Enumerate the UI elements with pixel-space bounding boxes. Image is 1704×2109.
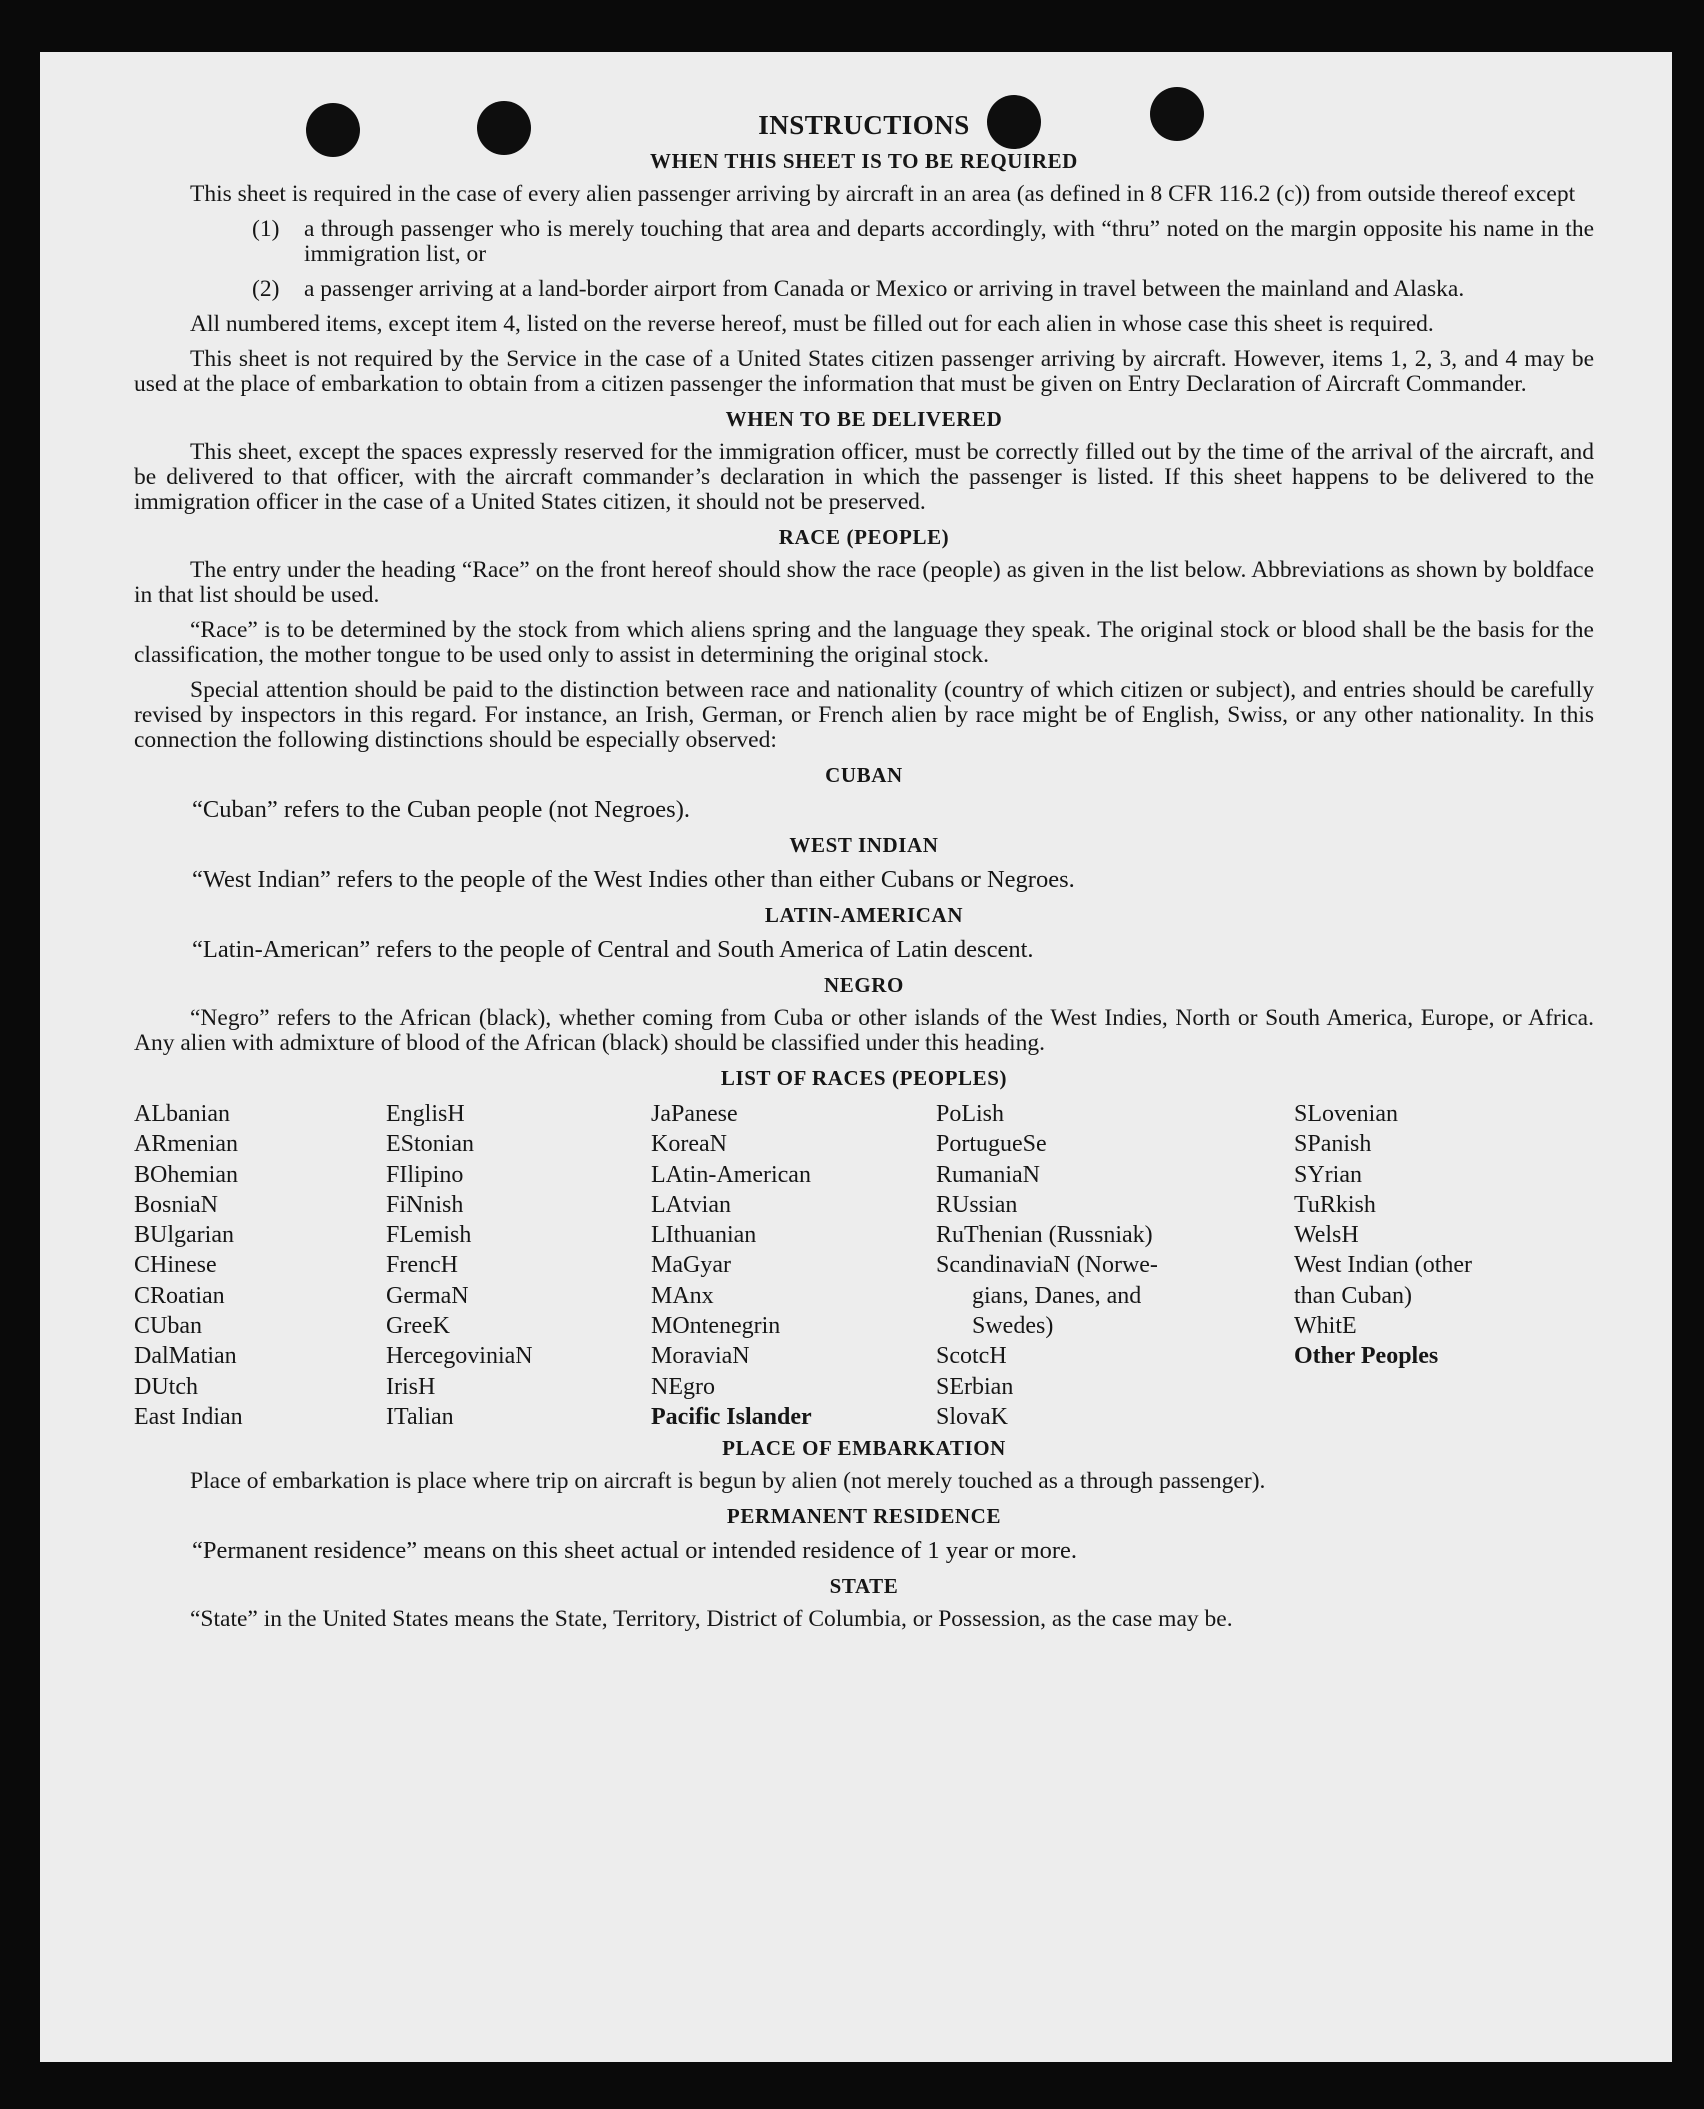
race-item: JaPanese	[651, 1101, 738, 1127]
race-item: FrencH	[386, 1252, 458, 1279]
section-heading: WHEN THIS SHEET IS TO BE REQUIRED	[650, 149, 1078, 173]
race-item: PortugueSe	[936, 1131, 1047, 1158]
document-title: INSTRUCTIONS	[758, 110, 970, 140]
race-item: LAtvian	[651, 1191, 731, 1218]
section-heading: NEGRO	[823, 973, 904, 997]
race-item: EStonian	[386, 1131, 474, 1158]
section-heading: STATE	[829, 1574, 899, 1599]
document-page	[40, 52, 1672, 2062]
race-item: gians, Danes, and	[972, 1282, 1142, 1309]
race-item: ScandinaviaN (Norwe-	[936, 1252, 1158, 1279]
race-item: SLovenian	[1294, 1101, 1398, 1127]
race-item: BUlgarian	[134, 1222, 234, 1249]
race-item: ScotcH	[936, 1343, 1007, 1370]
race-item: CHinese	[134, 1252, 217, 1279]
race-item: RuThenian (Russniak)	[936, 1222, 1153, 1249]
race-item: Pacific Islander	[651, 1403, 812, 1430]
race-item: NEgro	[651, 1373, 715, 1400]
race-item: FIlipino	[386, 1161, 464, 1188]
race-item: RumaniaN	[936, 1161, 1040, 1188]
paragraph: Special attention should be paid to the distinction between race and nationality (country of which citizen or subject), and entries should be carefully revised by inspectors in this regard. For instance, an Irish, German, or French alien by race might be of English, Swiss, or any other nationality. In this connection the following distinctions should be especially observed:	[134, 677, 1594, 753]
paragraph: “State” in the United States means the State, Territory, District of Columbia, or Possession, as the case may be.	[190, 1606, 1233, 1633]
paragraph: This sheet is not required by the Service in the case of a United States citizen passenger arriving by aircraft. However, items 1, 2, 3, and 4 may be used at the place of embarkation to obtain from a citizen passenger the information that must be given on Entry Declaration of Aircraft Commander.	[134, 346, 1594, 397]
race-item: MOntenegrin	[651, 1313, 781, 1340]
race-item: SPanish	[1294, 1131, 1372, 1158]
race-item: West Indian (other	[1294, 1252, 1473, 1279]
race-item: EnglisH	[386, 1101, 465, 1127]
definition: “Cuban” refers to the Cuban people (not Negroes).	[192, 796, 690, 823]
definition: “West Indian” refers to the people of the West Indies other than either Cubans or Negroes.	[192, 866, 1075, 893]
paragraph: This sheet is required in the case of every alien passenger arriving by aircraft in an area (as defined in 8 CFR 116.2 (c)) from outside thereof except	[190, 181, 1576, 207]
race-item: Other Peoples	[1294, 1343, 1439, 1370]
section-heading: WEST INDIAN	[789, 833, 939, 857]
race-item: IrisH	[386, 1373, 436, 1400]
paragraph: All numbered items, except item 4, listed on the reverse hereof, must be filled out for each alien in whose case this sheet is required.	[190, 311, 1434, 337]
races-column	[1294, 1099, 1594, 1432]
race-item: SlovaK	[936, 1403, 1008, 1430]
item-number: (2)	[252, 276, 280, 302]
section-heading: RACE (PEOPLE)	[778, 525, 950, 549]
section-heading: PERMANENT RESIDENCE	[726, 1504, 1002, 1529]
race-item: LIthuanian	[651, 1222, 757, 1249]
race-item: East Indian	[134, 1403, 243, 1430]
definition: “Permanent residence” means on this sheet actual or intended residence of 1 year or more.	[192, 1537, 1078, 1565]
race-item: DalMatian	[134, 1343, 237, 1370]
paragraph: The entry under the heading “Race” on the front hereof should show the race (people) as given in the list below. Abbreviations as shown by boldface in that list should be used.	[134, 557, 1594, 608]
item-text: a through passenger who is merely touching that area and departs accordingly, with “thru” noted on the margin opposite his name in the immigration list, or	[304, 216, 1594, 267]
race-item: SErbian	[936, 1373, 1014, 1400]
race-item: DUtch	[134, 1373, 198, 1400]
race-item: MoraviaN	[651, 1343, 750, 1370]
paragraph: This sheet, except the spaces expressly reserved for the immigration officer, must be correctly filled out by the time of the arrival of the aircraft, and be delivered to that officer, with the aircraft commander’s declaration in which the passenger is listed. If this sheet happens to be delivered to the immigration officer in the case of a United States citizen, it should not be preserved.	[134, 439, 1594, 515]
races-list	[134, 1099, 1594, 1432]
race-item: ITalian	[386, 1403, 454, 1430]
section-heading: LATIN-AMERICAN	[764, 903, 964, 927]
section-heading: WHEN TO BE DELIVERED	[725, 407, 1003, 431]
race-item: SYrian	[1294, 1161, 1362, 1188]
section-heading: CUBAN	[825, 763, 903, 787]
race-item: WhitE	[1294, 1313, 1357, 1340]
race-item: MaGyar	[651, 1252, 731, 1279]
race-item: LAtin-American	[651, 1161, 811, 1188]
races-column	[386, 1099, 651, 1432]
race-item: CRoatian	[134, 1282, 225, 1309]
race-item: BosniaN	[134, 1191, 218, 1218]
item-text: a passenger arriving at a land-border airport from Canada or Mexico or arriving in travel between the mainland and Alaska.	[304, 276, 1465, 302]
races-column	[651, 1099, 936, 1432]
race-item: FiNnish	[386, 1191, 464, 1218]
race-item: than Cuban)	[1294, 1282, 1412, 1309]
exception-item	[134, 217, 1594, 267]
race-item: GreeK	[386, 1313, 450, 1340]
race-item: FLemish	[386, 1222, 472, 1249]
paragraph: “Negro” refers to the African (black), whether coming from Cuba or other islands of the West Indies, North or South America, Europe, or Africa. Any alien with admixture of blood of the African (black) should be classified under this heading.	[134, 1005, 1594, 1056]
races-column	[134, 1099, 386, 1432]
race-item: RUssian	[936, 1191, 1018, 1218]
exception-item	[134, 277, 1594, 302]
race-item: ARmenian	[134, 1131, 238, 1158]
race-item: ALbanian	[134, 1101, 230, 1127]
item-number: (1)	[252, 216, 280, 242]
paragraph: “Race” is to be determined by the stock from which aliens spring and the language they speak. The original stock or blood shall be the basis for the classification, the mother tongue to be used only to assist in determining the original stock.	[134, 617, 1594, 668]
section-heading: LIST OF RACES (PEOPLES)	[720, 1066, 1008, 1090]
races-column	[936, 1099, 1294, 1432]
race-item: WelsH	[1294, 1222, 1359, 1249]
race-item: HercegoviniaN	[386, 1343, 533, 1370]
section-heading: PLACE OF EMBARKATION	[722, 1436, 1006, 1461]
race-item: MAnx	[651, 1282, 714, 1309]
race-item: GermaN	[386, 1282, 469, 1309]
document-body	[134, 110, 1594, 1642]
race-item: Swedes)	[972, 1313, 1054, 1340]
race-item: CUban	[134, 1313, 202, 1340]
race-item: TuRkish	[1294, 1191, 1376, 1218]
definition: “Latin-American” refers to the people of Central and South America of Latin descent.	[192, 936, 1034, 963]
paragraph: Place of embarkation is place where trip on aircraft is begun by alien (not merely touched as a through passenger).	[190, 1468, 1266, 1495]
race-item: KoreaN	[651, 1131, 727, 1158]
race-item: PoLish	[936, 1101, 1005, 1127]
race-item: BOhemian	[134, 1161, 238, 1188]
